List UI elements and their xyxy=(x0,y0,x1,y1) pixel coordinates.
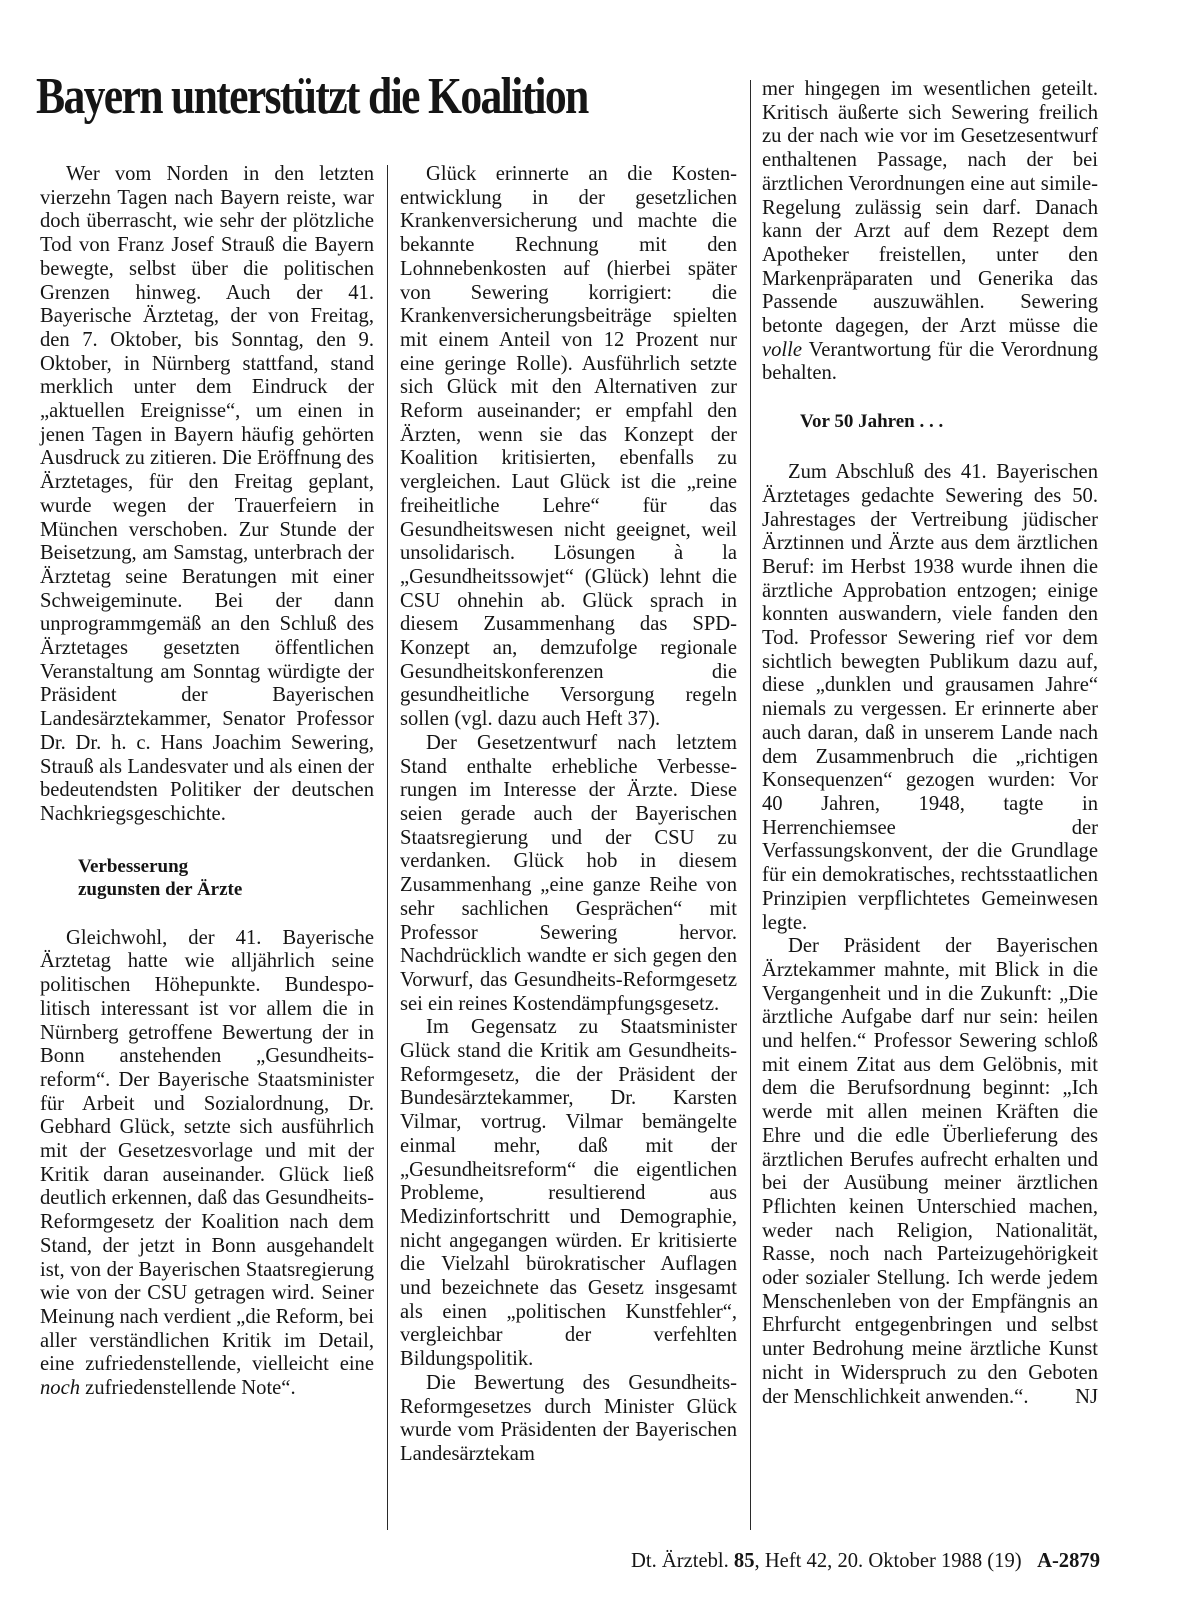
col3-p1-emphasis: volle xyxy=(762,338,803,361)
column-3 xyxy=(762,78,1098,1409)
col2-paragraph-1: Glück erinnerte an die Kostenentwicklung in der gesetzlichen Krankenversicherung und machte die bekannte Rechnung mit den Lohnnebenkosten auf (hierbei später von Sewering korrigiert: die Krankenversicherungsbeiträge spielten mit einem Anteil von 12 Prozent nur eine geringe Rolle). Ausführlich setzte sich Glück mit den Alternativen zur Reform auseinander; er empfahl den Ärzten, wenn sie das Konzept der Koalition kritisierten, ebenfalls zu vergleichen. Laut Glück ist die „reine freiheitliche Lehre“ für das Gesundheitswesen nicht geeignet, weil unsolidarisch. Lösungen à la „Gesundheitssowjet“ (Glück) lehnt die CSU ohnehin ab. Glück sprach in diesem Zusammenhang das SPD-Konzept an, demzufolge regionale Gesundheitskonferenzen die gesundheitliche Versorgung regeln sollen (vgl. dazu auch Heft 37). xyxy=(400,163,737,731)
col3-p3-text: Der Präsident der Bayerischen Ärztekammer mahnte, mit Blick in die Vergangenheit und in die Zukunft: „Die ärztliche Aufgabe darf nur sein: heilen und helfen.“ Professor Sewering schloß mit einem Zitat aus dem Gelöbnis, mit dem die Berufsordnung beginnt: „Ich werde mit allen meinen Kräften die Ehre und die edle Überlieferung des ärztlichen Berufes aufrecht erhalten und bei der Ausübung meiner ärztlichen Pflichten keinen Unterschied machen, weder nach Religion, Nationalität, Rasse, noch nach Parteizugehörigkeit oder sozialer Stellung. Ich werde jedem Menschenleben von der Empfängnis an Ehrfurcht entgegenbringen und selbst unter Bedrohung meine ärztliche Kunst nicht in Widerspruch zu den Geboten der Menschlichkeit anwenden.“. xyxy=(762,935,1098,1408)
subheading-vor-50-jahren: Vor 50 Jahren . . . xyxy=(800,411,944,433)
column-1 xyxy=(40,163,374,1401)
col1-paragraph-1: Wer vom Norden in den letzten vierzehn Tagen nach Bayern reiste, war doch überrascht, wie sehr der plötzliche Tod von Franz Josef Strauß die Bayern bewegte, selbst über die politischen Grenzen hinweg. Auch der 41. Bayerische Ärztetag, der von Freitag, den 7. Oktober, bis Sonntag, den 9. Oktober, in Nürnberg stattfand, stand merklich unter dem Eindruck der „aktuellen Ereignisse“, um einen in jenen Tagen in Bayern häufig gehörten Ausdruck zu zitieren. Die Eröffnung des Ärztetages, für den Freitag geplant, wurde wegen der Trauerfeiern in München verschoben. Zur Stunde der Beisetzung, am Samstag, unterbrach der Ärztetag seine Beratungen mit einer Schweigeminute. Bei der dann unprogrammgemäß an den Schluß des Ärztetages gesetzten öffentlichen Veranstaltung am Sonntag würdigte der Präsident der Bayerischen Landesärztekammer, Senator Professor Dr. Dr. h. c. Hans Joachim Sewering, Strauß als Landesvater und als einen der bedeutendsten Politiker der deutschen Nachkriegsgeschichte. xyxy=(40,163,374,825)
col3-p1-text: mer hingegen im wesentlichen geteilt. Kritisch äußerte sich Sewering freilich zu der nach wie vor im Gesetzesentwurf enthaltenen Passage, nach der bei ärztlichen Verordnungen eine aut simile-Regelung zulässig sein darf. Danach kann der Arzt auf dem Rezept dem Apotheker freistellen, unter den Markenpräparaten und Generika das Passende auszuwählen. Sewering betonte dagegen, der Arzt müsse die xyxy=(762,78,1098,338)
article-headline: Bayern unterstützt die Koalition xyxy=(36,68,588,125)
author-signature: NJ xyxy=(1075,1385,1098,1408)
subheading-line-2: zugunsten der Ärzte xyxy=(78,878,243,900)
subheading-verbesserung xyxy=(40,855,374,901)
col2-paragraph-2: Der Gesetzentwurf nach letztem Stand enthalte erhebliche Verbesserungen im Interesse der Ärzte. Diese seien gerade auch der Bayerischen Staatsregierung und der CSU zu verdanken. Glück hob in diesem Zusammenhang „eine ganze Reihe von sehr sachlichen Gesprächen“ mit Professor Sewering hervor. Nachdrücklich wandte er sich gegen den Vorwurf, das Gesundheits-Reformgesetz sei ein reines Kostendämpfungsgesetz. xyxy=(400,731,737,1015)
column-2 xyxy=(400,163,737,1467)
col3-paragraph-1 xyxy=(762,78,1098,386)
column-rule-1 xyxy=(387,165,388,1530)
col2-paragraph-3: Im Gegensatz zu Staatsminister Glück stand die Kritik am Gesundheits-Reformgesetz, die der Präsident der Bundesärztekammer, Dr. Karsten Vilmar, vortrug. Vilmar bemängelte einmal mehr, daß mit der „Gesundheitsreform“ die eigentlichen Probleme, resultierend aus Medizinfortschritt und Demographie, nicht angegangen würden. Er kritisierte die Vielzahl bürokratischer Auflagen und bezeichnete das Gesetz insgesamt als einen „politischen Kunstfehler“, vergleichbar der verfehlten Bildungspolitik. xyxy=(400,1016,737,1371)
column-rule-2 xyxy=(750,80,751,1530)
footer-page-code: A-2879 xyxy=(1037,1550,1100,1572)
col1-p2-emphasis: noch xyxy=(40,1377,81,1400)
page-footer xyxy=(580,1548,1100,1574)
col3-p1-tail: Verantwortung für die Verordnung behalten. xyxy=(762,338,1098,385)
col1-paragraph-2 xyxy=(40,927,374,1401)
col1-p2-text: Gleichwohl, der 41. Bayerische Ärztetag hatte wie alljährlich seine politischen Höhepunkte. Bundespolitisch interessant ist vor allem die in Nürnberg getroffene Bewertung der in Bonn anstehenden „Gesundheitsreform“. Der Bayerische Staatsminister für Arbeit und Sozialordnung, Dr. Gebhard Glück, setzte sich ausführlich mit der Gesetzesvorlage und mit der Kritik daran auseinander. Glück ließ deutlich erkennen, daß das Gesundheits-Reformgesetz der Koalition nach dem Stand, der jetzt in Bonn ausgehandelt ist, von der Bayerischen Staatsregierung wie von der CSU getragen wird. Seiner Meinung nach verdient „die Reform, bei aller verständlichen Kritik im Detail, eine zufriedenstellende, vielleicht eine xyxy=(40,926,374,1376)
footer-volume: 85 xyxy=(733,1550,755,1572)
col1-p2-tail: zufriedenstellende Note“. xyxy=(80,1377,296,1400)
footer-issue-date: , Heft 42, 20. Oktober 1988 (19) xyxy=(754,1550,1022,1572)
footer-journal: Dt. Ärztebl. xyxy=(630,1550,729,1572)
col3-paragraph-2: Zum Abschluß des 41. Bayerischen Ärztetages gedachte Sewering des 50. Jahrestages der Vertreibung jüdischer Ärztinnen und Ärzte aus dem ärztlichen Beruf: im Herbst 1938 wurde ihnen die ärztliche Approbation entzogen; einige konnten auswandern, viele fanden den Tod. Professor Sewering rief vor dem sichtlich bewegten Publikum dazu auf, diese „dunklen und grausamen Jahre“ niemals zu vergessen. Er erinnerte aber auch daran, daß in unserem Lande nach dem Zusammenbruch die „richtigen Konsequenzen“ gezogen wurden: Vor 40 Jahren, 1948, tagte in Herrenchiemsee der Verfassungskonvent, der die Grundlage für ein demokratisches, rechtsstaatlichen Prinzipien verpflichtetes Gemeinwesen legte. xyxy=(762,461,1098,934)
col2-paragraph-4: Die Bewertung des Gesundheits-Reformgesetzes durch Minister Glück wurde vom Präsidenten der Bayerischen Landesärztekam xyxy=(400,1371,737,1465)
col3-paragraph-3 xyxy=(762,935,1098,1409)
subheading-line-1: Verbesserung xyxy=(78,855,189,877)
